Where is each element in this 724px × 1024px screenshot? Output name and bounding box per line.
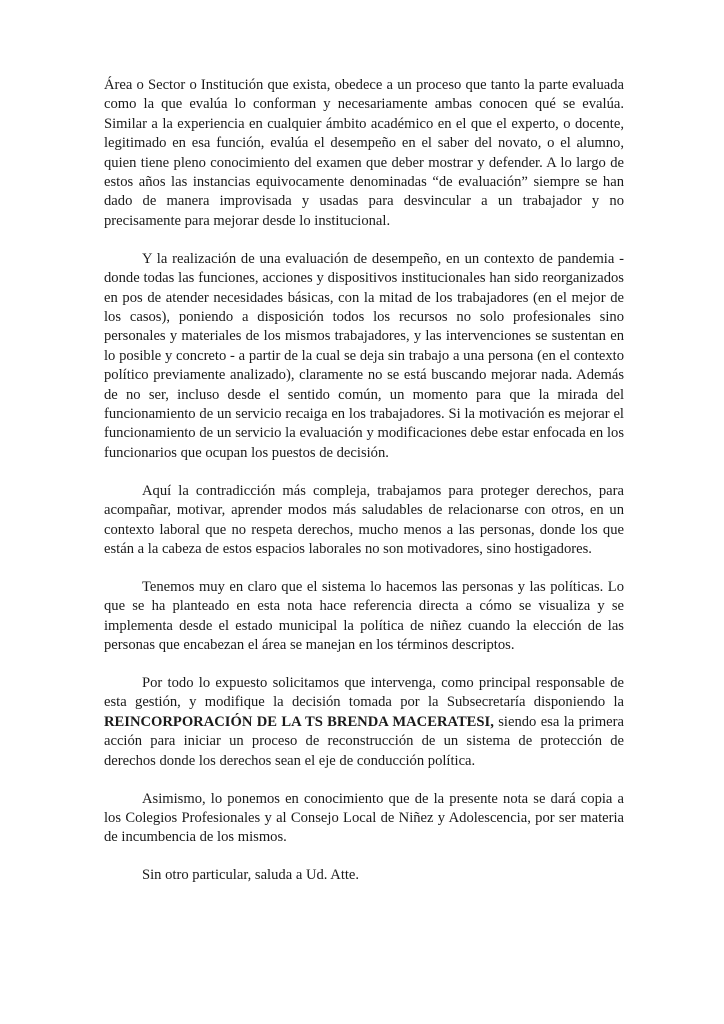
- paragraph-pandemic-context: Y la realización de una evaluación de desempeño, en un contexto de pandemia - donde todas las funciones, acciones y dispositivos institucionales han sido reorganizados en pos de atender necesidades básicas, con la mitad de los trabajadores (en el mejor de los casos), poniendo a disposición todos los recursos no solo profesionales sino personales y materiales de los mismos trabajadores, y las intervenciones se sustentan en lo posible y concreto - a partir de la cual se deja sin trabajo a una persona (en el contexto político previamente analizado), claramente no se está buscando mejorar nada. Además de no ser, incluso desde el sentido común, un momento para que la mirada del funcionamiento de un servicio recaiga en los trabajadores. Si la motivación es mejorar el funcionamiento de un servicio la evaluación y modificaciones debe estar enfocada en los funcionarios que ocupan los puestos de decisión.: [104, 250, 624, 461]
- paragraph-copy-notice: Asimismo, lo ponemos en conocimiento que de la presente nota se dará copia a los Colegios Profesionales y al Consejo Local de Niñez y Adolescencia, por ser materia de incumbencia de los mismos.: [104, 790, 624, 846]
- request-text-before: Por todo lo expuesto solicitamos que intervenga, como principal responsable de esta gestión, y modifique la decisión tomada por la Subsecretaría disponiendo la: [104, 674, 624, 711]
- paragraph-system-politics: Tenemos muy en claro que el sistema lo hacemos las personas y las políticas. Lo que se ha planteado en esta nota hace referencia directa a cómo se visualiza y se implementa desde el estado municipal la política de niñez cuando la elección de las personas que encabezan el área se manejan en los términos descriptos.: [104, 578, 624, 654]
- reinstatement-demand: REINCORPORACIÓN DE LA TS BRENDA MACERATESI,: [104, 713, 494, 730]
- paragraph-request: [104, 674, 624, 771]
- paragraph-evaluation-process: Área o Sector o Institución que exista, obedece a un proceso que tanto la parte evaluada como la que evalúa lo conforman y necesariamente ambas conocen qué se evalúa. Similar a la experiencia en cualquier ámbito académico en el que el experto, o docente, legitimado en esa función, evalúa el desempeño en el saber del novato, o el alumno, quien tiene pleno conocimiento del examen que deber mostrar y defender. A lo largo de estos años las instancias equivocamente denominadas “de evaluación” siempre se han dado de manera improvisada y usadas para desvincular a un trabajador y no precisamente para mejorar desde lo institucional.: [104, 77, 624, 229]
- request-text-after: siendo esa la primera acción para iniciar un proceso de reconstrucción de un sistema de protección de derechos donde los derechos sean el eje de conducción política.: [104, 713, 624, 769]
- paragraph-closing: Sin otro particular, saluda a Ud. Atte.: [142, 867, 360, 884]
- paragraph-contradiction: Aquí la contradicción más compleja, trabajamos para proteger derechos, para acompañar, motivar, aprender modos más saludables de relacionarse con otros, en un contexto laboral que no respeta derechos, mucho menos a las personas, donde los que están a la cabeza de estos espacios laborales no son motivadores, sino hostigadores.: [104, 482, 624, 557]
- letter-body: [104, 76, 624, 904]
